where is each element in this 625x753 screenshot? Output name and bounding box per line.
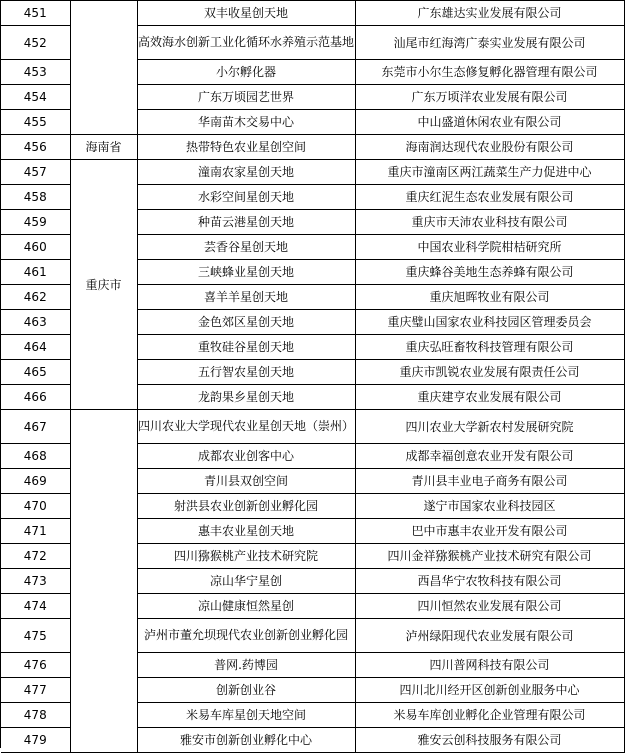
row-number: 469 — [1, 469, 70, 494]
base-name: 喜羊羊星创天地 — [137, 285, 355, 310]
organization: 汕尾市红海湾广泰实业发展有限公司 — [355, 26, 624, 60]
row-number: 472 — [1, 544, 70, 569]
base-name: 高效海水创新工业化循环水养殖示范基地 — [137, 26, 355, 60]
base-name: 重牧硅谷星创天地 — [137, 335, 355, 360]
base-name: 潼南农家星创天地 — [137, 160, 355, 185]
row-number: 470 — [1, 494, 70, 519]
base-name: 普网.药博园 — [137, 653, 355, 678]
table-row — [1, 410, 624, 444]
base-name: 水彩空间星创天地 — [137, 185, 355, 210]
organization: 米易车库创业孵化企业管理有限公司 — [355, 703, 624, 728]
organization: 泸州绿阳现代农业发展有限公司 — [355, 619, 624, 653]
organization: 西昌华宁农牧科技有限公司 — [355, 569, 624, 594]
base-name: 热带特色农业星创空间 — [137, 135, 355, 160]
base-name: 凉山华宁星创 — [137, 569, 355, 594]
row-number: 461 — [1, 260, 70, 285]
organization: 重庆璧山国家农业科技园区管理委员会 — [355, 310, 624, 335]
row-number: 471 — [1, 519, 70, 544]
base-name: 泸州市董允坝现代农业创新创业孵化园 — [137, 619, 355, 653]
province-cell-guangdong — [70, 1, 137, 135]
base-name: 小尔孵化器 — [137, 60, 355, 85]
row-number: 460 — [1, 235, 70, 260]
base-name: 广东万顷园艺世界 — [137, 85, 355, 110]
incubator-table — [1, 0, 625, 753]
base-name: 米易车库星创天地空间 — [137, 703, 355, 728]
base-name: 惠丰农业星创天地 — [137, 519, 355, 544]
row-number: 468 — [1, 444, 70, 469]
organization: 成都幸福创意农业开发有限公司 — [355, 444, 624, 469]
organization: 四川北川经开区创新创业服务中心 — [355, 678, 624, 703]
organization: 东莞市小尔生态修复孵化器管理有限公司 — [355, 60, 624, 85]
row-number: 463 — [1, 310, 70, 335]
base-name: 雅安市创新创业孵化中心 — [137, 728, 355, 753]
row-number: 456 — [1, 135, 70, 160]
organization: 重庆市天沛农业科技有限公司 — [355, 210, 624, 235]
row-number: 476 — [1, 653, 70, 678]
row-number: 451 — [1, 1, 70, 26]
row-number: 479 — [1, 728, 70, 753]
organization: 重庆建亨农业发展有限公司 — [355, 385, 624, 410]
organization: 重庆市凯锐农业发展有限责任公司 — [355, 360, 624, 385]
base-name: 创新创业谷 — [137, 678, 355, 703]
row-number: 457 — [1, 160, 70, 185]
base-name: 华南苗木交易中心 — [137, 110, 355, 135]
organization: 广东万顷洋农业发展有限公司 — [355, 85, 624, 110]
row-number: 477 — [1, 678, 70, 703]
row-number: 453 — [1, 60, 70, 85]
organization: 海南润达现代农业股份有限公司 — [355, 135, 624, 160]
province-label-chongqing: 重庆市 — [70, 160, 137, 410]
row-number: 478 — [1, 703, 70, 728]
row-number: 473 — [1, 569, 70, 594]
organization: 重庆红泥生态农业发展有限公司 — [355, 185, 624, 210]
organization: 重庆旭晖牧业有限公司 — [355, 285, 624, 310]
organization: 雅安云创科技服务有限公司 — [355, 728, 624, 753]
base-name: 金色郊区星创天地 — [137, 310, 355, 335]
row-number: 467 — [1, 410, 70, 444]
row-number: 458 — [1, 185, 70, 210]
base-name: 射洪县农业创新创业孵化园 — [137, 494, 355, 519]
organization: 四川农业大学新农村发展研究院 — [355, 410, 624, 444]
organization: 四川恒然农业发展有限公司 — [355, 594, 624, 619]
organization: 四川普网科技有限公司 — [355, 653, 624, 678]
province-label-hainan: 海南省 — [70, 135, 137, 160]
base-name: 种苗云港星创天地 — [137, 210, 355, 235]
organization: 青川县丰业电子商务有限公司 — [355, 469, 624, 494]
organization: 重庆蜂谷美地生态养蜂有限公司 — [355, 260, 624, 285]
row-number: 455 — [1, 110, 70, 135]
base-name: 四川猕猴桃产业技术研究院 — [137, 544, 355, 569]
base-name: 三峡蜂业星创天地 — [137, 260, 355, 285]
table-row — [1, 135, 624, 160]
row-number: 454 — [1, 85, 70, 110]
row-number: 475 — [1, 619, 70, 653]
base-name: 成都农业创客中心 — [137, 444, 355, 469]
row-number: 464 — [1, 335, 70, 360]
province-cell-sichuan — [70, 410, 137, 753]
organization: 中山盛道休闲农业有限公司 — [355, 110, 624, 135]
base-name: 龙韵果乡星创天地 — [137, 385, 355, 410]
row-number: 452 — [1, 26, 70, 60]
base-name: 双丰收星创天地 — [137, 1, 355, 26]
base-name: 四川农业大学现代农业星创天地（崇州） — [137, 410, 355, 444]
base-name: 青川县双创空间 — [137, 469, 355, 494]
row-number: 465 — [1, 360, 70, 385]
base-name: 五行智农星创天地 — [137, 360, 355, 385]
row-number: 466 — [1, 385, 70, 410]
organization: 四川金祥猕猴桃产业技术研究有限公司 — [355, 544, 624, 569]
base-name: 芸香谷星创天地 — [137, 235, 355, 260]
organization: 中国农业科学院柑桔研究所 — [355, 235, 624, 260]
row-number: 459 — [1, 210, 70, 235]
organization: 重庆弘旺畜牧科技管理有限公司 — [355, 335, 624, 360]
organization: 遂宁市国家农业科技园区 — [355, 494, 624, 519]
organization: 广东雄达实业发展有限公司 — [355, 1, 624, 26]
base-name: 凉山健康恒然星创 — [137, 594, 355, 619]
row-number: 474 — [1, 594, 70, 619]
table-row — [1, 160, 624, 185]
table-row — [1, 1, 624, 26]
organization: 重庆市潼南区两江蔬菜生产力促进中心 — [355, 160, 624, 185]
row-number: 462 — [1, 285, 70, 310]
organization: 巴中市惠丰农业开发有限公司 — [355, 519, 624, 544]
